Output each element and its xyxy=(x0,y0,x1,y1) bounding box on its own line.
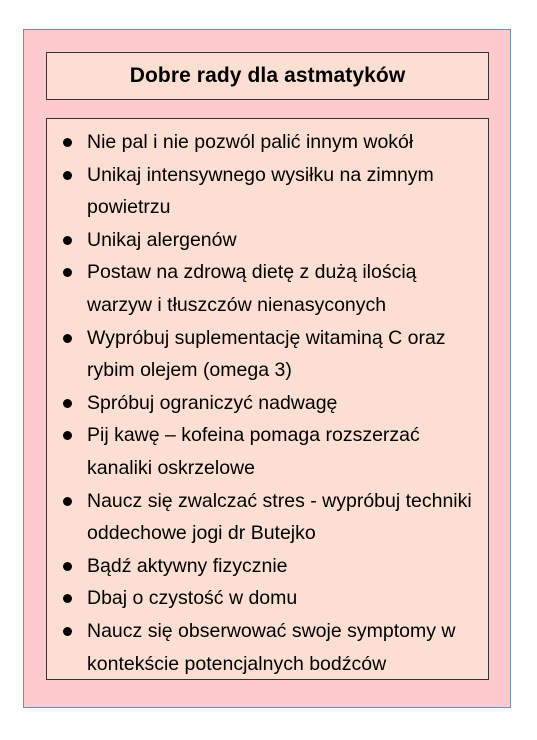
bullet-icon xyxy=(63,236,72,245)
page-title: Dobre rady dla astmatyków xyxy=(129,64,406,87)
tip-text: Unikaj alergenów xyxy=(87,228,237,251)
tip-text: Pij kawę – kofeina pomaga rozszerzać kanaliki oskrzelowe xyxy=(87,424,420,479)
list-item xyxy=(47,615,488,680)
bullet-icon xyxy=(63,334,72,343)
tips-box xyxy=(46,118,489,680)
list-item xyxy=(47,224,488,257)
bullet-icon xyxy=(63,594,72,603)
bullet-icon xyxy=(63,497,72,506)
bullet-icon xyxy=(63,627,72,636)
list-item xyxy=(47,159,488,224)
tip-text: Naucz się obserwować swoje symptomy w kontekście potencjalnych bodźców xyxy=(87,619,456,675)
title-box xyxy=(46,52,489,100)
tip-text: Nie pal i nie pozwól palić innym wokół xyxy=(87,131,414,153)
bullet-icon xyxy=(63,431,72,440)
tip-text: Dbaj o czystość w domu xyxy=(87,587,298,610)
list-item xyxy=(47,256,488,321)
tip-text: Unikaj intensywnego wysiłku na zimnym powietrzu xyxy=(87,163,434,219)
tip-text: Wypróbuj suplementację witaminą C oraz rybim olejem (omega 3) xyxy=(87,326,446,382)
list-item xyxy=(47,322,488,387)
tips-list xyxy=(47,119,488,680)
list-item xyxy=(47,419,488,484)
bullet-icon xyxy=(63,138,72,147)
bullet-icon xyxy=(63,171,72,180)
tip-text: Naucz się zwalczać stres - wypróbuj techniki oddechowe jogi dr Butejko xyxy=(87,489,472,545)
list-item xyxy=(47,126,488,159)
bullet-icon xyxy=(63,399,72,408)
list-item xyxy=(47,387,488,420)
list-item xyxy=(47,582,488,615)
bullet-icon xyxy=(63,268,72,277)
bullet-icon xyxy=(63,562,72,571)
tip-text: Spróbuj ograniczyć nadwagę xyxy=(87,391,338,414)
tip-text: Postaw na zdrową dietę z dużą ilością warzyw i tłuszczów nienasyconych xyxy=(87,261,417,316)
list-item xyxy=(47,485,488,550)
tip-text: Bądź aktywny fizycznie xyxy=(87,554,288,577)
list-item xyxy=(47,550,488,583)
